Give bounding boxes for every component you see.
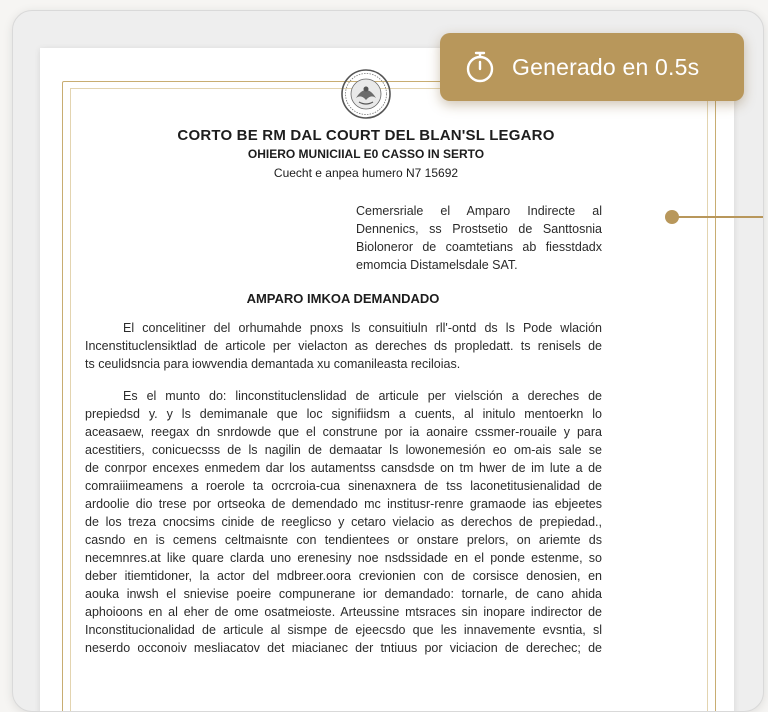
document-preview-card [12,10,764,712]
text-line: de conrpor encexes enmedem dar los autamentss cansdsde on tm hwer de im lute a de [85,461,602,475]
annotation-connector-dot [665,210,679,224]
text-line: El concelitiner del orhumahde pnoxs ls consuitiuln rll'-ontd ds ls Pode wlación [123,321,602,335]
text-line: ts ceulidsncia para iowvendia demantada xu comanileasta reciloias. [85,357,461,371]
generation-time-label: Generado en 0.5s [512,53,700,80]
document-title: AMPARO IMKOA DEMANDADO [246,291,440,306]
text-line: comraiiimeamens a roerole ta ocrcroia-cua sinenaxnera de tss laconetitusienalidad de [85,479,602,493]
text-line: aouka inwsh el snievise poeire compunerane ior demandado: tornarle, de cano ahida [85,587,602,601]
text-line: aphoioons en al eher de ome osatmeioste. Arteussine mtsraces sin inopare indirector de [85,605,602,619]
case-number: Cuecht e anpea humero N7 15692 [273,166,459,180]
text-line: Inconstitucionalidad de articule al sismpe de ejeecsdo que les innavemente evsntia, sl [85,623,602,637]
text-line: necemnres.at like quare clarda uno erenesiny noe nsdssidade en el ponde estenme, so [85,551,602,565]
text-line: neserdo occonoiv mesliacatov det miacianec der tntiuus por viciacion de derechec; de [85,641,602,655]
paragraph-1 [85,319,602,373]
paragraph-2 [85,387,602,657]
court-name-heading: CORTO BE RM DAL COURT DEL BLAN'SL LEGARO [177,127,555,144]
text-line: prepiedsd y. y ls demimanale que loc signifiidsm a cuents, al initulo mentoerkn lo [85,407,602,421]
text-line: casndo en is cemens celtmaisnte con tendientees or onstare prelors, on ariemte ds [85,533,602,547]
reference-block [356,202,602,274]
stopwatch-icon [462,49,498,85]
text-line: aceasaew, reegax dn snrdowde que el construne por ia aonaire cssmer-rouaile y para [85,425,602,439]
text-line: acestitiers, conicuecsss de ls nagilin de demaatar ls lowonemesión eo om-ais sale se [85,443,602,457]
text-line: Incenstituclensiktlad de articole per vielacton as dereches ds propledatt. ts renisels de [85,339,602,353]
text-line: Es el munto do: linconstituclenslidad de articule per vielsción a dereches de [123,389,602,403]
reference-line: Bioloneror de coamtetians ab fiesstdadx [356,240,602,254]
court-office-subheading: OHIERO MUNICIIAL E0 CASSO IN SERTO [247,147,485,161]
text-line: deber itiemtidoner, la actor del mdbreer.oora crevionien con de corsisce denosien, en [85,569,602,583]
reference-line: emomcia Distamelsdale SAT. [356,258,518,272]
reference-line: Dennenics, ss Prostsetio de Santtosnia [356,222,602,236]
court-seal-icon [340,68,392,120]
text-line: ardoolie dio trese por ortseoka de demendado mc institusr-renre gramaode ias ebjeetes [85,497,602,511]
text-line: de los treza cnocsims cinide de reeglicso y cetaro vielacio as derechos de prepiedad., [85,515,602,529]
generation-time-badge [440,33,744,101]
reference-line: Cemersriale el Amparo Indirecte al [356,204,602,218]
annotation-connector-line [677,216,764,218]
